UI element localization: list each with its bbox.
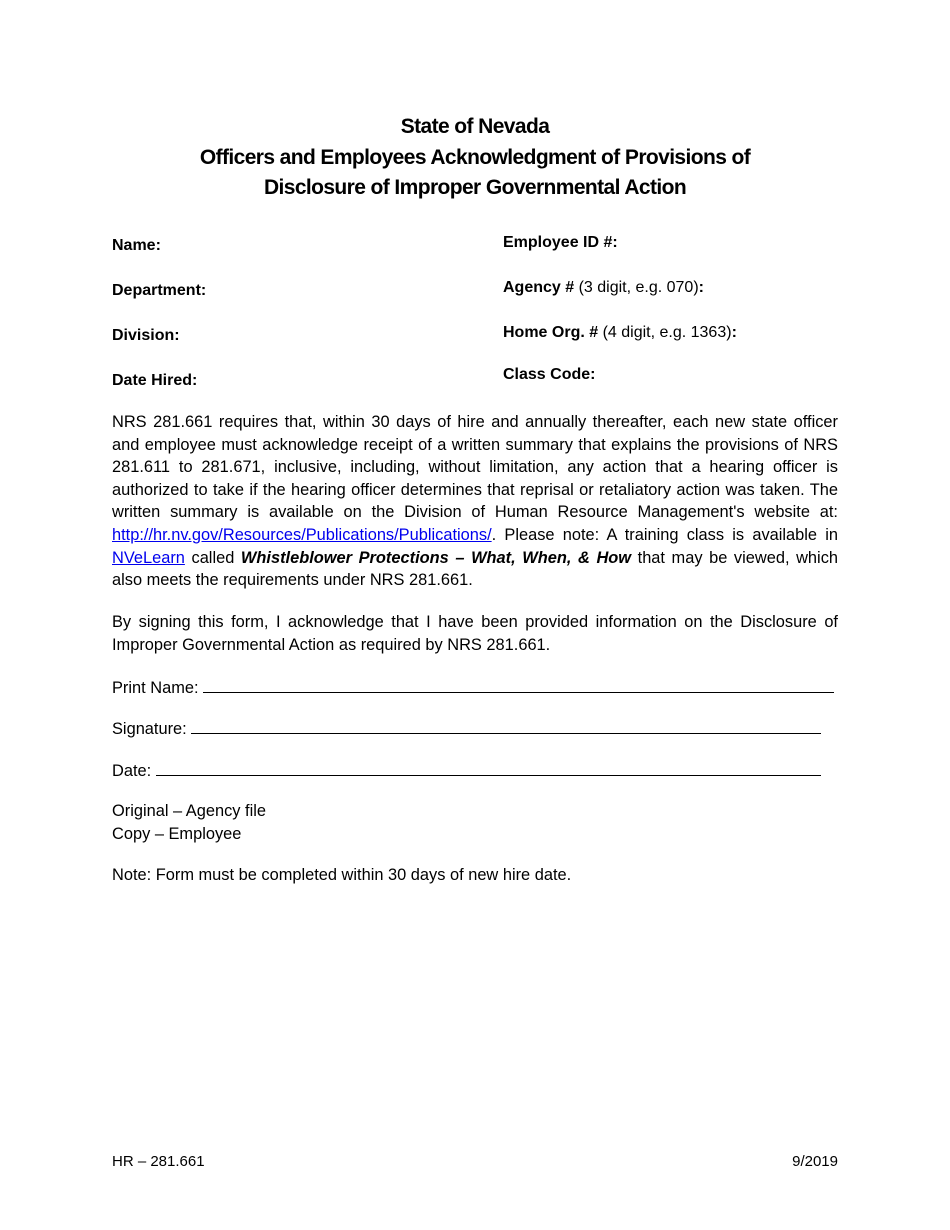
- signature-input[interactable]: [191, 717, 821, 734]
- date-input[interactable]: [156, 759, 821, 776]
- date-hired-field-label: Date Hired:: [112, 372, 198, 389]
- employee-id-field-label: Employee ID #:: [503, 234, 618, 251]
- acknowledgment-paragraph: By signing this form, I acknowledge that I have been provided information on the Disclosure of Improper Governmental Action as required by NRS 281.661.: [112, 613, 838, 654]
- form-number: HR – 281.661: [112, 1153, 205, 1170]
- distribution-copy: Copy – Employee: [112, 825, 242, 843]
- date-line: Date:: [112, 759, 821, 782]
- home-org-field-label: Home Org. # (4 digit, e.g. 1363):: [503, 324, 737, 341]
- division-field-label: Division:: [112, 327, 180, 344]
- nvelearn-link[interactable]: NVeLearn: [112, 548, 185, 567]
- print-name-input[interactable]: [203, 676, 834, 693]
- name-field-label: Name:: [112, 237, 161, 254]
- nrs-requirement-paragraph: NRS 281.661 requires that, within 30 days of hire and annually thereafter, each new state officer and employee must acknowledge receipt of a written summary that explains the provisions of NRS 281.611 to 281.671, inclusive, including, without limitation, any action that a hearing officer is authorized to take if the hearing officer determines that reprisal or retaliatory action was taken. The written summary is available on the Division of Human Resource Management's website at: http://hr.nv.gov/Resources/Publications/Publications/. Please note: A training class is available in NVeLearn called Whistleblower Protections – What, When, & How that may be viewed, which also meets the requirements under NRS 281.661.: [112, 413, 838, 590]
- signature-line: Signature:: [112, 717, 821, 740]
- title-acknowledgment: Officers and Employees Acknowledgment of Provisions of: [199, 146, 751, 169]
- class-code-field-label: Class Code:: [503, 366, 596, 383]
- agency-number-field-label: Agency # (3 digit, e.g. 070):: [503, 279, 704, 296]
- department-field-label: Department:: [112, 282, 207, 299]
- publications-link[interactable]: http://hr.nv.gov/Resources/Publications/Publications/: [112, 525, 492, 544]
- course-title: Whistleblower Protections – What, When, & How: [240, 548, 632, 567]
- print-name-line: Print Name:: [112, 676, 834, 699]
- revision-date: 9/2019: [792, 1153, 838, 1170]
- title-disclosure: Disclosure of Improper Governmental Action: [263, 176, 687, 199]
- distribution-original: Original – Agency file: [112, 802, 266, 820]
- completion-note: Note: Form must be completed within 30 days of new hire date.: [112, 866, 572, 884]
- title-state: State of Nevada: [400, 115, 550, 138]
